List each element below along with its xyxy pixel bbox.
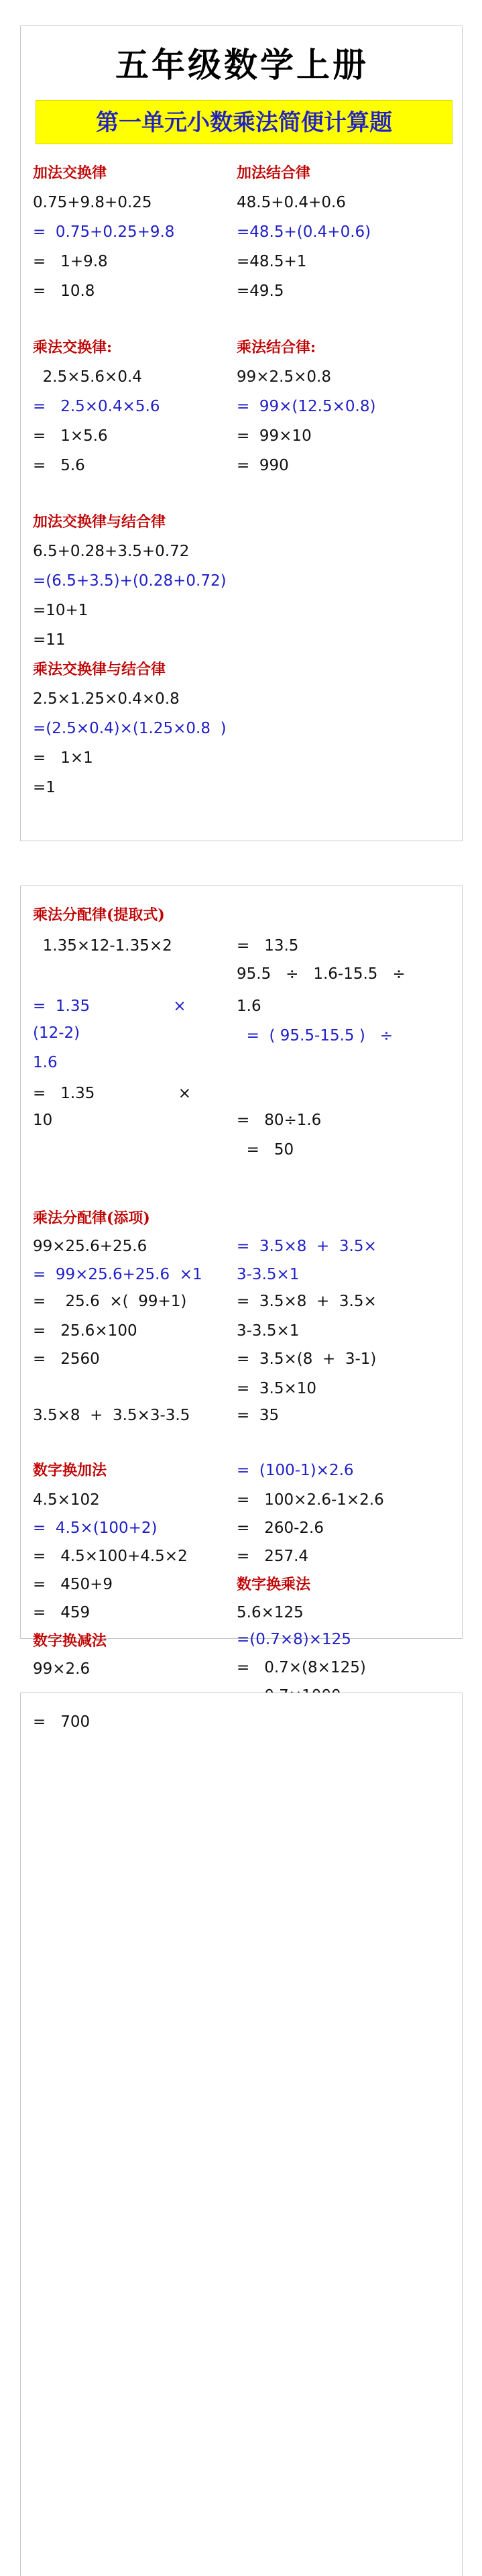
section-heading: 加法交换律与结合律: [33, 513, 166, 531]
math-line: = 5.6: [33, 457, 85, 474]
math-line: = 99×(12.5×0.8): [237, 398, 376, 415]
math-line: = 990: [237, 457, 289, 474]
math-line: = 3.5×10: [237, 1380, 317, 1397]
math-line: 1.6: [33, 1054, 58, 1071]
math-line: = 0.7×(8×125): [237, 1659, 366, 1676]
math-line: 3-3.5×1: [237, 1266, 300, 1283]
math-line: = 3.5×(8 + 3-1): [237, 1350, 377, 1368]
worksheet-page-2: [20, 885, 463, 1678]
section-heading: 数字换乘法: [237, 1576, 311, 1593]
math-line: 1.6: [237, 998, 261, 1015]
math-line: 99×25.6+25.6: [33, 1238, 147, 1255]
math-line: = 99×10: [237, 427, 312, 445]
section-heading: 乘法交换律:: [33, 339, 113, 356]
section-heading: 乘法交换律与结合律: [33, 661, 166, 678]
math-line: = 2.5×0.4×5.6: [33, 398, 160, 415]
math-line: 2.5×5.6×0.4: [33, 368, 142, 386]
math-line: (12-2): [33, 1024, 80, 1042]
page-title: 五年级数学上册: [115, 45, 369, 85]
math-line: = 35: [237, 1407, 280, 1424]
math-line: = 10.8: [33, 282, 95, 300]
section-heading: 乘法分配律(添项): [33, 1210, 150, 1227]
math-line: = 3.5×8 + 3.5×: [237, 1293, 377, 1310]
section-heading: 加法结合律: [237, 164, 311, 182]
math-line: =(2.5×0.4)×(1.25×0.8 ): [33, 720, 227, 737]
math-line: = (100-1)×2.6: [237, 1462, 354, 1479]
math-line: = 450+9: [33, 1576, 113, 1593]
math-line: =48.5+1: [237, 253, 307, 270]
math-line: = 4.5×100+4.5×2: [33, 1548, 188, 1565]
math-line: 4.5×102: [33, 1491, 100, 1509]
section-heading: 乘法结合律:: [237, 339, 316, 356]
math-line: = 1.35 ×: [33, 998, 186, 1015]
worksheet-page-1: [20, 25, 463, 841]
math-line: = ( 95.5-15.5 ) ÷: [237, 1027, 394, 1044]
math-line: = 100×2.6-1×2.6: [237, 1491, 384, 1509]
math-line: 3.5×8 + 3.5×3-3.5: [33, 1407, 190, 1424]
math-line: = 700: [33, 1713, 91, 1731]
math-line: =49.5: [237, 282, 284, 300]
math-line: = 1×5.6: [33, 427, 108, 445]
math-line: = 2560: [33, 1350, 100, 1368]
math-line: 99×2.6: [33, 1660, 91, 1678]
math-line: =(6.5+3.5)+(0.28+0.72): [33, 572, 227, 590]
math-line: 0.75+9.8+0.25: [33, 194, 152, 211]
math-line: = 80÷1.6: [237, 1112, 322, 1129]
math-line: 1.35×12-1.35×2: [33, 937, 172, 955]
math-line: 6.5+0.28+3.5+0.72: [33, 543, 190, 560]
math-line: = 13.5: [237, 937, 299, 955]
math-line: =48.5+(0.4+0.6): [237, 223, 371, 241]
math-line: 5.6×125: [237, 1604, 304, 1621]
math-line: = 3.5×8 + 3.5×: [237, 1238, 377, 1255]
math-line: 10: [33, 1112, 53, 1129]
section-heading: 乘法分配律(提取式): [33, 906, 165, 924]
math-line: = 459: [33, 1604, 91, 1621]
math-line: 99×2.5×0.8: [237, 368, 331, 386]
math-line: =10+1: [33, 602, 88, 619]
math-line: 48.5+0.4+0.6: [237, 194, 346, 211]
math-line: = 50: [237, 1141, 294, 1159]
math-line: 3-3.5×1: [237, 1322, 300, 1340]
section-heading: 数字换减法: [33, 1632, 107, 1650]
math-line: = 1×1: [33, 749, 93, 767]
math-line: = 0.75+0.25+9.8: [33, 223, 175, 241]
math-line: = 99×25.6+25.6 ×1: [33, 1266, 202, 1283]
math-line: = 1.35 ×: [33, 1085, 191, 1102]
math-line: = 25.6×100: [33, 1322, 137, 1340]
section-heading: 加法交换律: [33, 164, 107, 182]
math-line: = 257.4: [237, 1548, 309, 1565]
math-line: =1: [33, 779, 56, 796]
math-line: = 1+9.8: [33, 253, 108, 270]
unit-banner: 第一单元小数乘法简便计算题: [36, 100, 453, 144]
math-line: =11: [33, 631, 66, 649]
section-heading: 数字换加法: [33, 1462, 107, 1479]
math-line: = 4.5×(100+2): [33, 1519, 158, 1537]
math-line: =(0.7×8)×125: [237, 1631, 351, 1648]
math-line: = 25.6 ×( 99+1): [33, 1293, 187, 1310]
math-line: 95.5 ÷ 1.6-15.5 ÷: [237, 965, 406, 983]
worksheet-page-3: [20, 1693, 463, 2576]
math-line: = 260-2.6: [237, 1519, 324, 1537]
math-line: 2.5×1.25×0.4×0.8: [33, 690, 180, 708]
